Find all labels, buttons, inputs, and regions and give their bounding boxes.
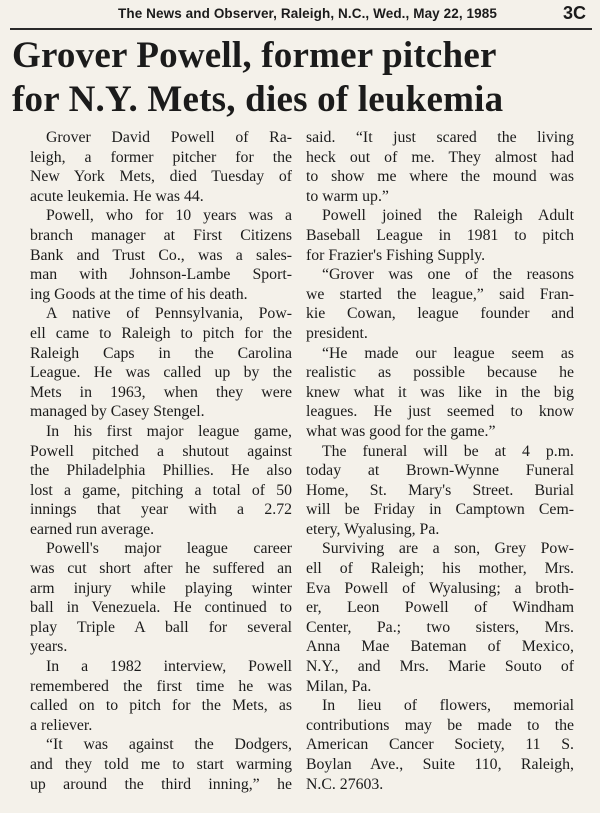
article-line: Baseball League in 1981 to pitch: [306, 226, 574, 244]
article-line: ell came to Raleigh to pitch for the: [30, 324, 292, 342]
article-line: Home, St. Mary's Street. Burial: [306, 481, 574, 499]
article-paragraph: [306, 265, 574, 343]
article-line: “Grover was one of the reasons: [322, 266, 574, 284]
article-line: arm injury while playing winter: [30, 579, 292, 597]
article-line: to warm up.”: [306, 187, 389, 205]
article-line: we started the league,” said Fran-: [306, 285, 574, 303]
article-line: branch manager at First Citizens: [30, 226, 292, 244]
article-line: today at Brown-Wynne Funeral: [306, 462, 574, 480]
dateline: The News and Observer, Raleigh, N.C., Wed., May 22, 1985: [118, 6, 497, 21]
article-line: managed by Casey Stengel.: [30, 403, 205, 421]
folio-rule: [10, 28, 592, 30]
article-line: heck out of me. They almost had: [306, 148, 574, 166]
article-line: Powell's major league career: [46, 540, 292, 558]
article-paragraph: [306, 539, 574, 696]
article-line: In a 1982 interview, Powell: [46, 658, 292, 676]
article-line: earned run average.: [30, 520, 155, 538]
article-line: ball in Venezuela. He continued to: [30, 599, 292, 617]
article-paragraph: [306, 442, 574, 540]
article-line: president.: [306, 324, 368, 342]
article-line: Powell joined the Raleigh Adult: [322, 207, 574, 225]
article-line: innings that year with a 2.72: [30, 501, 292, 519]
article-line: called on to pitch for the Mets, as: [30, 697, 292, 715]
article-line: ell of Raleigh; his mother, Mrs.: [306, 560, 574, 578]
article-line: for Frazier's Fishing Supply.: [306, 246, 486, 264]
article-column-right: [306, 128, 574, 794]
article-line: “He made our league seem as: [322, 344, 574, 362]
article-line: N.C. 27603.: [306, 775, 384, 793]
article-line: up around the third inning,” he: [30, 775, 292, 793]
article-line: leagues. He just seemed to know: [306, 403, 574, 421]
article-paragraph: [30, 735, 292, 794]
article-line: Raleigh Caps in the Carolina: [30, 344, 292, 362]
article-line: er, Leon Powell of Windham: [306, 599, 574, 617]
article-line: realistic as possible because he: [306, 364, 574, 382]
article-line: League. He was called up by the: [30, 364, 292, 382]
article-line: Grover David Powell of Ra-: [46, 129, 292, 146]
article-line: kie Cowan, league founder and: [306, 305, 574, 323]
headline: [12, 34, 592, 122]
article-line: Surviving are a son, Grey Pow-: [322, 540, 574, 558]
article-line: knew what it was like in the big: [306, 383, 574, 401]
article-line: New York Mets, died Tuesday of: [30, 168, 292, 186]
article-line: etery, Wyalusing, Pa.: [306, 520, 440, 538]
article-line: Milan, Pa.: [306, 677, 372, 695]
article-line: will be Friday in Camptown Cem-: [306, 501, 574, 519]
article-paragraph: [30, 539, 292, 657]
article-line: Center, Pa.; two sisters, Mrs.: [306, 618, 574, 636]
article-line: Mets in 1963, when they were: [30, 383, 292, 401]
article-line: to show me where the mound was: [306, 168, 574, 186]
article-line: “It was against the Dodgers,: [46, 736, 292, 754]
article-line: Powell, who for 10 years was a: [46, 207, 292, 225]
article-line: and they told me to start warming: [30, 756, 292, 773]
article-line: N.Y., and Mrs. Marie Souto of: [306, 658, 574, 676]
article-line: leigh, a former pitcher for the: [30, 148, 292, 166]
article-paragraph: [30, 304, 292, 422]
article-line: Powell pitched a shutout against: [30, 442, 292, 460]
article-line: ing Goods at the time of his death.: [30, 285, 248, 303]
article-paragraph: [30, 422, 292, 540]
headline-line-1: Grover Powell, former pitcher: [12, 35, 497, 76]
article-paragraph: [30, 128, 292, 206]
article-paragraph: [306, 206, 574, 265]
article-paragraph: [306, 128, 574, 206]
article-line: play Triple A ball for several: [30, 618, 292, 636]
article-line: years.: [30, 638, 68, 656]
article-paragraph: [306, 344, 574, 442]
article-paragraph: [306, 696, 574, 794]
article-line: In lieu of flowers, memorial: [322, 697, 574, 715]
article-line: a reliever.: [30, 716, 93, 734]
article-line: said. “It just scared the living: [306, 129, 574, 146]
article-line: contributions may be made to the: [306, 716, 574, 734]
article-line: A native of Pennsylvania, Pow-: [46, 305, 292, 323]
article-line: Anna Mae Bateman of Mexico,: [306, 638, 574, 656]
folio-header: [0, 0, 600, 26]
article-line: acute leukemia. He was 44.: [30, 187, 204, 205]
article-line: In his first major league game,: [46, 422, 292, 440]
article-line: American Cancer Society, 11 S.: [306, 736, 574, 754]
page-number: 3C: [562, 3, 586, 23]
article-line: Eva Powell of Wyalusing; a broth-: [306, 579, 574, 597]
article-line: Bank and Trust Co., was a sales-: [30, 246, 292, 264]
article-column-left: [30, 128, 292, 794]
article-line: lost a game, pitching a total of 50: [30, 481, 292, 499]
article-line: what was good for the game.”: [306, 422, 496, 440]
article-line: was cut short after he suffered an: [30, 560, 292, 578]
headline-line-2: for N.Y. Mets, dies of leukemia: [12, 79, 504, 120]
article-line: remembered the first time he was: [30, 677, 292, 695]
article-line: The funeral will be at 4 p.m.: [322, 442, 574, 460]
article-paragraph: [30, 206, 292, 304]
article-paragraph: [30, 657, 292, 735]
article-line: man with Johnson-Lambe Sport-: [30, 266, 292, 284]
article-line: the Philadelphia Phillies. He also: [30, 462, 292, 480]
article-line: Boylan Ave., Suite 110, Raleigh,: [306, 756, 574, 773]
